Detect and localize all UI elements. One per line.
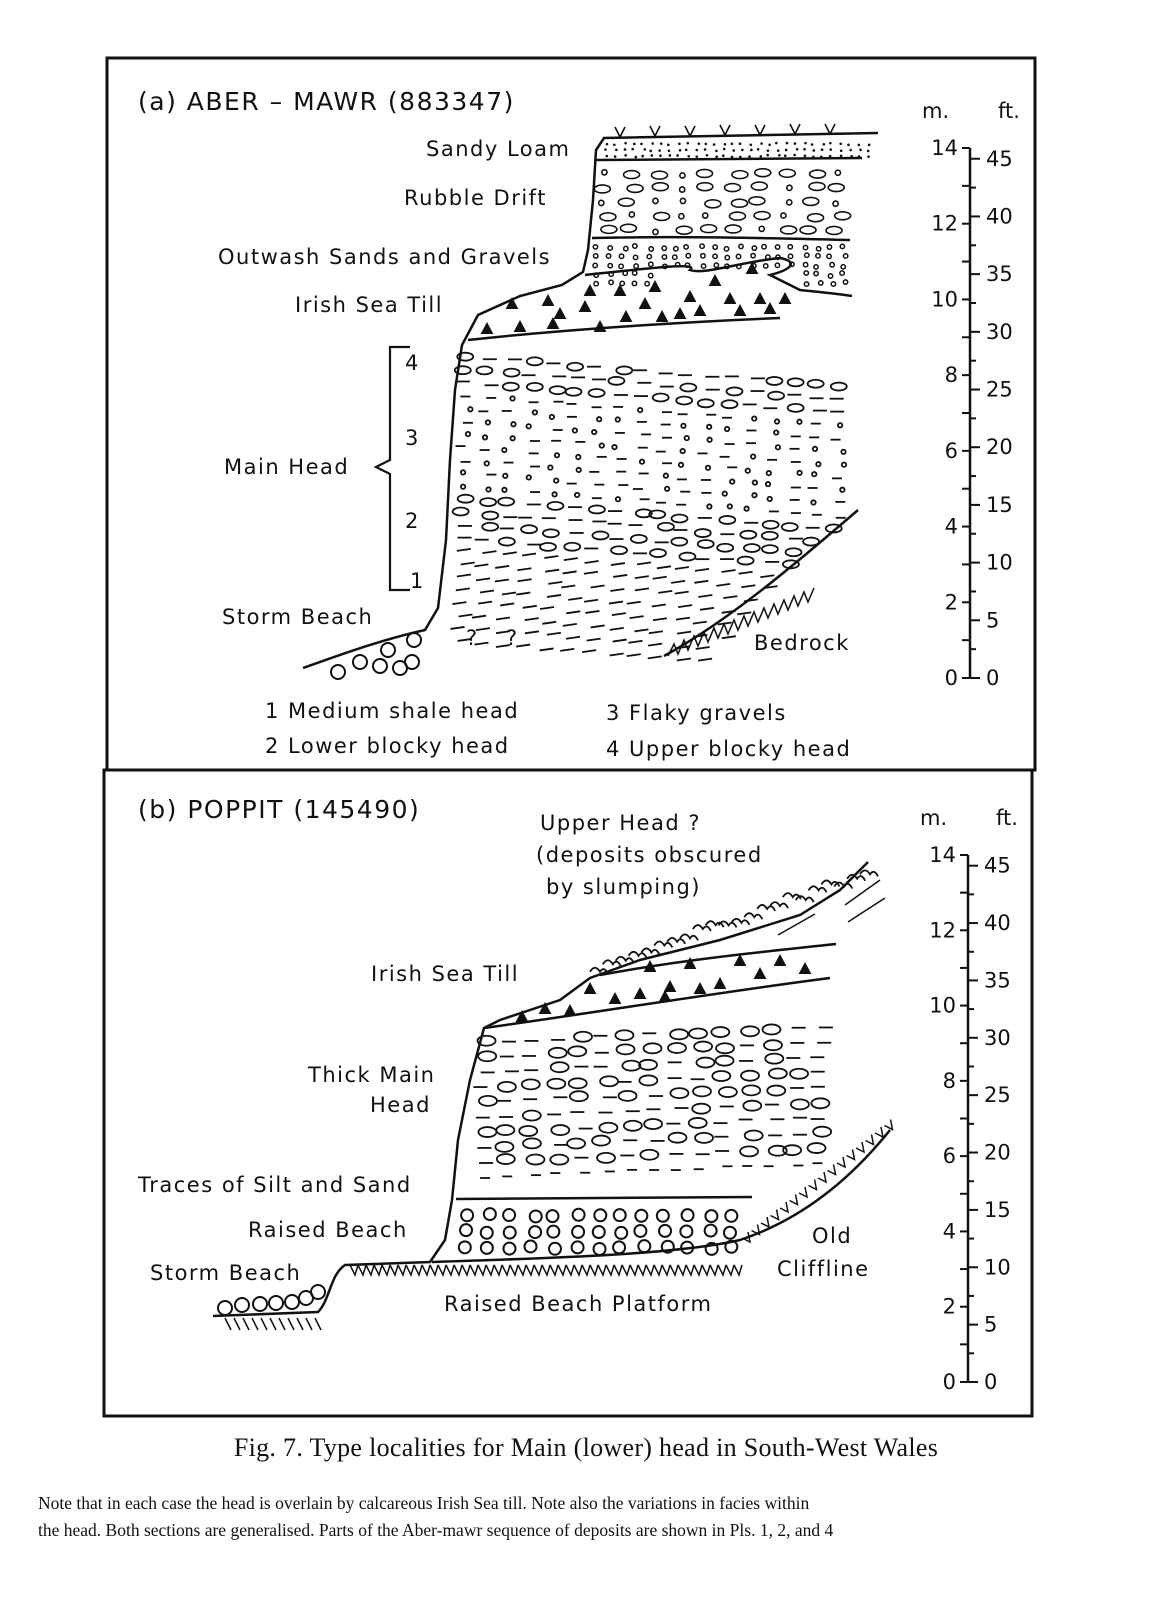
label-irish-sea-till-b: Irish Sea Till: [371, 962, 520, 986]
scale-m-tick: 10: [929, 993, 956, 1018]
scale-m-tick: 0: [942, 1370, 956, 1394]
label-platform: Raised Beach Platform: [444, 1292, 713, 1316]
figure-caption: Fig. 7. Type localities for Main (lower) head in South-West Wales: [233, 1433, 939, 1462]
panel-a-title: (a) ABER – MAWR (883347): [138, 87, 515, 116]
scale-ft-tick: 5: [986, 608, 1000, 633]
main-head-bracket: [376, 347, 410, 590]
scale-m-tick: 4: [942, 1219, 956, 1244]
rubble-drift-base: [592, 237, 850, 240]
panel-b-title: (b) POPPIT (145490): [138, 795, 421, 824]
scale-ft-tick: 20: [984, 1140, 1011, 1165]
scale-ft-unit: ft.: [996, 806, 1018, 830]
label-traces: Traces of Silt and Sand: [138, 1173, 412, 1197]
scale-ft-tick: 20: [986, 435, 1013, 460]
unit-4-label: 4: [405, 351, 420, 375]
figure-note: [38, 1490, 1138, 1544]
label-storm-beach-a: Storm Beach: [222, 605, 374, 629]
scale-ft-tick: 40: [984, 911, 1011, 936]
scale-m-tick: 8: [944, 363, 958, 388]
unit-1-label: 1: [410, 569, 425, 593]
traces-base: [456, 1197, 752, 1199]
scale-m-tick: 2: [944, 590, 958, 615]
scale-ft-tick: 30: [984, 1025, 1011, 1050]
question-mark-1: ?: [466, 626, 479, 650]
aber-storm-beach-pebbles: [331, 633, 421, 679]
note-line-1: Note that in each case the head is overlain by calcareous Irish Sea till. Note also the variations in facies within: [38, 1493, 810, 1513]
scale-ft-tick: 15: [984, 1197, 1011, 1222]
unit-2-label: 2: [405, 509, 420, 533]
scale-ft-tick: 45: [986, 146, 1013, 171]
unit-3-label: 3: [405, 426, 420, 450]
scale-m-tick: 10: [931, 287, 958, 312]
label-thick-main-head-1: Thick Main: [308, 1063, 436, 1087]
label-upper-head-2: (deposits obscured: [536, 843, 763, 867]
poppit-till-base: [484, 978, 830, 1028]
scale-m-tick: 12: [929, 918, 956, 943]
scale-ft-tick: 0: [984, 1370, 998, 1394]
label-main-head: Main Head: [224, 455, 350, 479]
label-old: Old: [812, 1224, 853, 1248]
label-raised-beach: Raised Beach: [248, 1218, 408, 1242]
label-irish-sea-till-a: Irish Sea Till: [295, 293, 444, 317]
scale-m-tick: 8: [942, 1068, 956, 1093]
label-outwash: Outwash Sands and Gravels: [218, 245, 552, 269]
scale-bar-a: [922, 99, 1020, 690]
scale-m-tick: 6: [944, 438, 958, 463]
label-upper-head-3: by slumping): [546, 875, 701, 899]
scale-ft-tick: 35: [986, 262, 1013, 287]
label-thick-main-head-2: Head: [370, 1093, 431, 1117]
scale-m-tick: 6: [942, 1144, 956, 1169]
label-storm-beach-b: Storm Beach: [150, 1261, 302, 1285]
poppit-profile: [213, 862, 868, 1316]
note-line-2: the head. Both sections are generalised. Parts of the Aber-mawr sequence of deposits are shown in Pls. 1, 2, and 4: [38, 1520, 834, 1540]
scale-m-tick: 0: [944, 666, 958, 690]
scale-m-tick: 4: [944, 514, 958, 539]
scale-m-tick: 14: [931, 136, 958, 160]
outwash-pattern: [593, 244, 848, 286]
scale-m-unit: m.: [920, 806, 948, 830]
main-head-pattern: [450, 353, 846, 661]
panel-b: [213, 862, 890, 1316]
key-item-3: 3 Flaky gravels: [606, 701, 787, 725]
scale-m-tick: 14: [929, 843, 956, 867]
scale-m-unit: m.: [922, 99, 950, 123]
key-item-1: 1 Medium shale head: [265, 699, 520, 723]
scale-m-tick: 12: [931, 211, 958, 236]
scale-ft-tick: 10: [986, 550, 1013, 575]
key-item-2: 2 Lower blocky head: [265, 734, 510, 758]
scale-ft-tick: 30: [986, 319, 1013, 344]
label-upper-head-1: Upper Head ?: [540, 811, 701, 835]
key-item-4: 4 Upper blocky head: [606, 737, 852, 761]
scale-ft-tick: 25: [986, 377, 1013, 402]
question-mark-2: ?: [506, 626, 519, 650]
sandy-loam-base: [596, 158, 862, 160]
scale-ft-tick: 0: [986, 666, 1000, 690]
scale-ft-tick: 5: [984, 1312, 998, 1337]
label-cliffline: Cliffline: [777, 1257, 870, 1281]
scale-ft-tick: 15: [986, 492, 1013, 517]
scale-ft-tick: 45: [984, 853, 1011, 878]
scale-ft-unit: ft.: [998, 99, 1020, 123]
scale-ft-tick: 40: [986, 204, 1013, 229]
label-sandy-loam: Sandy Loam: [426, 137, 571, 161]
panel-a-frame: [107, 58, 1035, 770]
scale-ft-tick: 10: [984, 1255, 1011, 1280]
thick-main-head-pattern: [473, 1024, 832, 1178]
scale-bar-b: [920, 806, 1018, 1394]
scale-ft-tick: 35: [984, 968, 1011, 993]
label-rubble-drift: Rubble Drift: [404, 186, 547, 210]
scale-ft-tick: 25: [984, 1083, 1011, 1108]
slump-lines: [778, 880, 885, 935]
label-bedrock: Bedrock: [754, 631, 850, 655]
scale-m-tick: 2: [942, 1294, 956, 1319]
rubble-drift-pattern: [594, 169, 850, 235]
till-triangles: [481, 262, 792, 334]
sandy-loam-pattern: [604, 142, 870, 159]
